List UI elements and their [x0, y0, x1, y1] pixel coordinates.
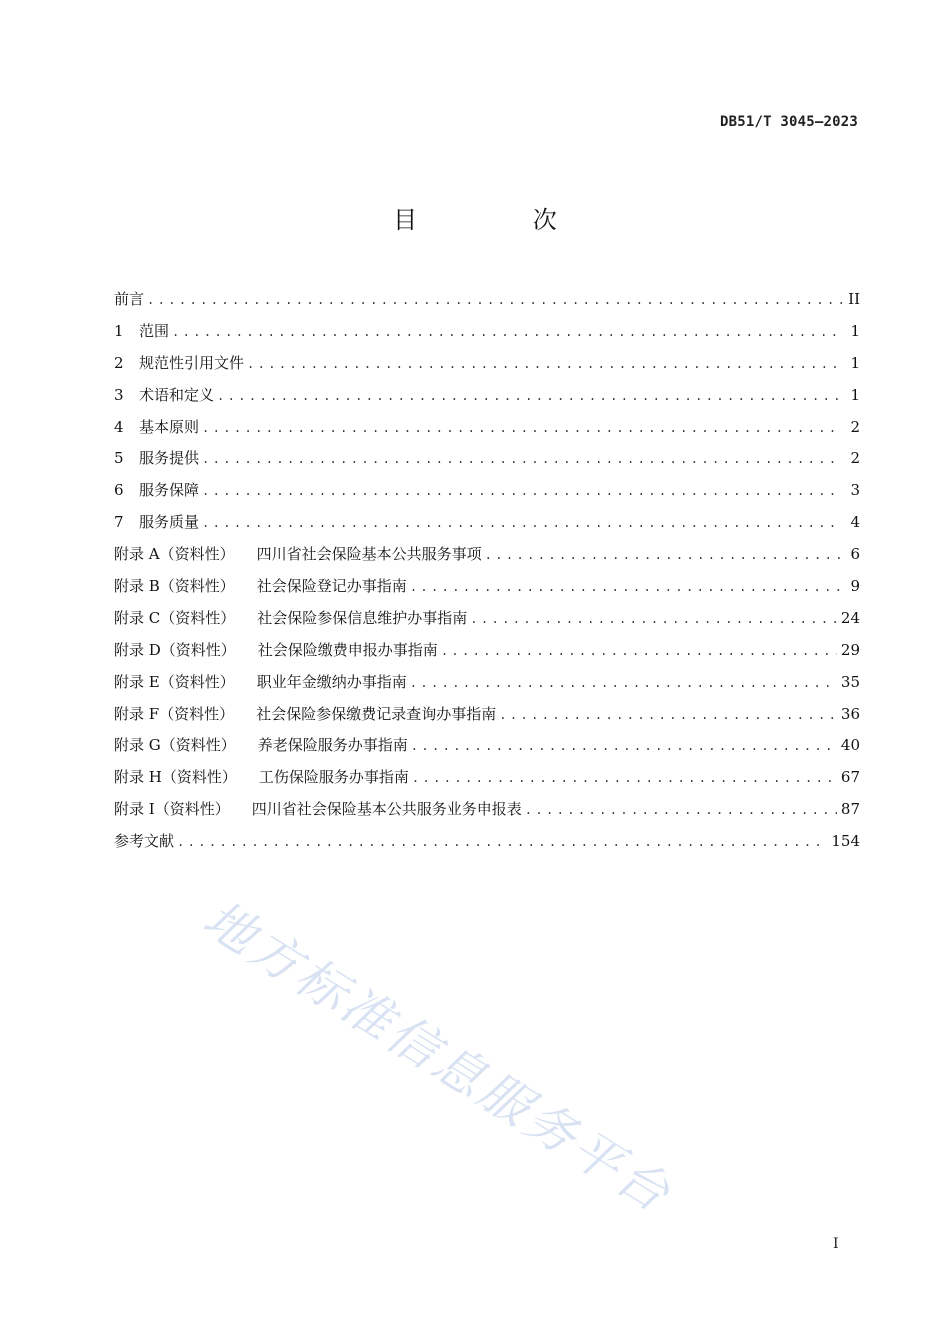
toc-entry-appendix-label: 附录 A（资料性）	[114, 545, 235, 564]
toc-entry-page: 2	[850, 417, 860, 436]
toc-entry-appendix-label: 附录 H（资料性）	[114, 768, 237, 787]
toc-entry-page: 24	[840, 608, 860, 627]
document-code: DB51/T 3045—2023	[719, 114, 858, 130]
toc-list	[114, 284, 860, 858]
toc-entry-title: 服务保障	[139, 481, 200, 500]
toc-entry-appendix-label: 附录 D（资料性）	[114, 640, 236, 659]
toc-entry-title: 四川省社会保险基本公共服务业务申报表	[251, 800, 522, 819]
toc-entry-leader-dots	[177, 827, 827, 859]
toc-entry[interactable]	[114, 667, 860, 699]
toc-entry[interactable]	[114, 730, 860, 762]
toc-entry-title: 服务提供	[139, 449, 200, 468]
toc-entry-appendix-label: 附录 G（资料性）	[114, 736, 236, 755]
page-number: I	[833, 1236, 839, 1252]
toc-entry[interactable]	[114, 507, 860, 539]
toc-entry[interactable]	[114, 699, 860, 731]
toc-entry-appendix-label: 附录 C（资料性）	[114, 608, 236, 627]
toc-entry-title: 基本原则	[139, 417, 200, 436]
toc-entry-number: 3	[114, 385, 124, 404]
toc-entry-leader-dots	[247, 349, 842, 381]
toc-entry[interactable]	[114, 826, 860, 858]
toc-entry-page: 4	[850, 513, 860, 532]
toc-entry-page: 35	[840, 672, 860, 691]
toc-entry-title: 职业年金缴纳办事指南	[256, 672, 407, 691]
toc-entry-leader-dots	[202, 476, 842, 508]
toc-entry-leader-dots	[441, 636, 837, 668]
toc-entry-leader-dots	[470, 604, 837, 636]
toc-entry-leader-dots	[202, 508, 842, 540]
toc-entry-number: 5	[114, 449, 124, 468]
toc-entry-leader-dots	[202, 444, 842, 476]
toc-entry-appendix-label: 附录 B（资料性）	[114, 577, 235, 596]
toc-entry[interactable]	[114, 539, 860, 571]
toc-entry-title: 规范性引用文件	[139, 353, 245, 372]
toc-entry-page: 6	[850, 545, 860, 564]
toc-entry-appendix-label: 附录 E（资料性）	[114, 672, 235, 691]
toc-entry[interactable]	[114, 284, 860, 316]
toc-entry-page: 67	[840, 768, 860, 787]
toc-entry-page: 87	[840, 800, 860, 819]
toc-entry-page: 2	[850, 449, 860, 468]
toc-entry-title: 术语和定义	[139, 385, 215, 404]
toc-entry-appendix-label: 附录 I（资料性）	[114, 800, 230, 819]
toc-entry-page: 1	[850, 385, 860, 404]
toc-entry[interactable]	[114, 571, 860, 603]
toc-entry-page: 1	[850, 353, 860, 372]
toc-entry-appendix-label: 附录 F（资料性）	[114, 704, 235, 723]
toc-entry-page: 9	[850, 577, 860, 596]
watermark: 地方标准信息服务平台	[193, 889, 683, 1225]
toc-entry[interactable]	[114, 762, 860, 794]
toc-entry[interactable]	[114, 316, 860, 348]
toc-entry-leader-dots	[147, 285, 842, 317]
toc-entry-page: 29	[840, 640, 860, 659]
toc-entry-title: 社会保险参保缴费记录查询办事指南	[256, 704, 497, 723]
toc-entry-leader-dots	[172, 317, 842, 349]
toc-entry-number: 4	[114, 417, 124, 436]
toc-entry-leader-dots	[217, 381, 842, 413]
toc-entry[interactable]	[114, 794, 860, 826]
toc-entry-title: 参考文献	[114, 832, 175, 851]
toc-entry-title: 工伤保险服务办事指南	[258, 768, 409, 787]
toc-entry-number: 2	[114, 353, 124, 372]
toc-entry-leader-dots	[525, 795, 837, 827]
toc-entry-title: 服务质量	[139, 513, 200, 532]
toc-entry-title: 社会保险登记办事指南	[256, 577, 407, 596]
toc-entry-title: 养老保险服务办事指南	[257, 736, 408, 755]
toc-entry-page: 1	[850, 321, 860, 340]
toc-entry-leader-dots	[202, 413, 842, 445]
toc-entry[interactable]	[114, 635, 860, 667]
toc-entry-leader-dots	[499, 700, 837, 732]
toc-entry-number: 6	[114, 481, 124, 500]
toc-entry-page: 40	[840, 736, 860, 755]
toc-entry-title: 社会保险参保信息维护办事指南	[257, 608, 468, 627]
toc-entry-leader-dots	[485, 540, 842, 572]
toc-entry-page: II	[848, 290, 860, 308]
toc-entry[interactable]	[114, 412, 860, 444]
toc-entry-number: 1	[114, 321, 124, 340]
toc-entry-number: 7	[114, 513, 124, 532]
toc-entry-title: 前言	[114, 290, 145, 308]
toc-entry-title: 四川省社会保险基本公共服务事项	[256, 545, 482, 564]
toc-entry-page: 3	[850, 481, 860, 500]
toc-entry-leader-dots	[411, 731, 837, 763]
toc-entry[interactable]	[114, 443, 860, 475]
toc-entry[interactable]	[114, 475, 860, 507]
toc-entry-title: 社会保险缴费申报办事指南	[257, 640, 438, 659]
toc-entry-leader-dots	[410, 572, 842, 604]
toc-entry[interactable]	[114, 603, 860, 635]
toc-entry-leader-dots	[410, 668, 837, 700]
toc-title: 目 次	[393, 206, 611, 234]
toc-entry[interactable]	[114, 380, 860, 412]
toc-entry-title: 范围	[139, 321, 170, 340]
toc-entry-page: 154	[831, 832, 860, 851]
toc-entry[interactable]	[114, 348, 860, 380]
toc-entry-page: 36	[840, 704, 860, 723]
toc-entry-leader-dots	[412, 763, 837, 795]
